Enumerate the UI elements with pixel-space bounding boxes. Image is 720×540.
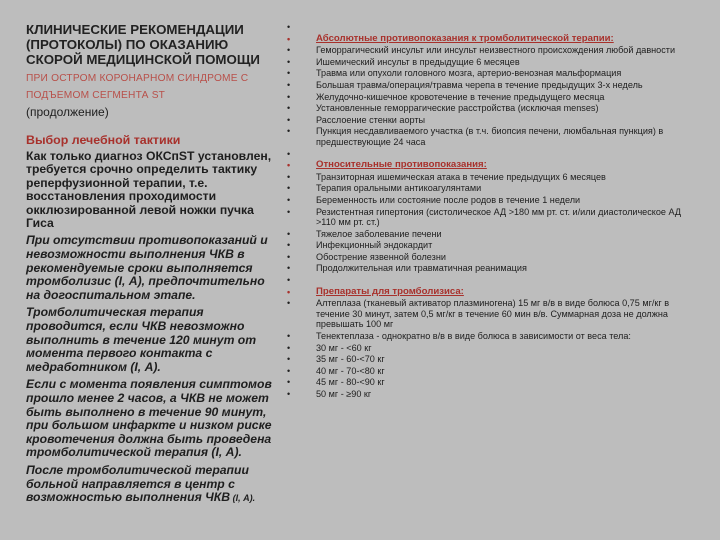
list-item [286,103,698,114]
list-item [286,45,698,56]
bullet-icon: • [287,194,291,205]
list-item [286,195,698,206]
item-text: Транзиторная ишемическая атака в течение предыдущих 6 месяцев [316,171,606,182]
item-text: 30 мг - <60 кг [316,342,372,353]
subtitle-line: ПРИ ОСТРОМ КОРОНАРНОМ СИНДРОМЕ С [26,73,249,84]
list-item [286,366,698,377]
bullet-icon: • [287,22,291,32]
bullet-icon: • [287,148,291,159]
item-text: Алтеплаза (тканевый активатор плазминогена) 15 мг в/в в виде болюса 0,75 мг/кг в течение 30 минут, затем 0,5 мг/кг в течение 60 мин в/в. Суммарная доза не должна превышать 100 мг [316,298,670,330]
bullet-icon: • [287,240,291,251]
item-text: Тенектеплаза - однократно в/в в виде болюса в зависимости от веса тела: [316,331,631,342]
list-item [286,207,698,228]
list-item [286,263,698,274]
item-text: Травма или опухоли головного мозга, артерио-венозная мальформация [316,68,622,79]
bullet-icon: • [287,33,291,44]
subtitle-line: ПОДЪЕМОМ СЕГМЕНТА ST [26,90,166,101]
bullet-icon: • [287,103,291,114]
document-subtitle [26,70,274,104]
thrombolysis-paragraph: Если с момента появления симптомов прошло менее 2 часов, а ЧКВ не может быть выполнено в течение 90 минут, при большом инфаркте и низком риске кровотечения должна быть проведена тромболитической терапия (I, А). [26,377,272,460]
bullet-icon: • [287,228,291,239]
evidence-level: (I, А). [230,493,256,504]
bullet-icon: • [287,79,291,90]
paragraph-text: После тромболитической терапии больной направляется в центр с возможностью выполнения ЧКВ [26,462,249,505]
bullet-icon: • [287,263,291,274]
bullet-icon: • [287,251,291,262]
list-item [286,377,698,388]
title-line: (ПРОТОКОЛЫ) ПО ОКАЗАНИЮ [26,37,229,52]
item-text: Пункция несдавливаемого участка (в т.ч. биопсия печени, люмбальная пункция) в предшествующие 24 часа [316,126,664,147]
section-heading [286,34,698,45]
blank-bullet [286,22,698,33]
item-text: Установленные геморрагические расстройства (исключая menses) [316,103,599,114]
title-line: КЛИНИЧЕСКИЕ РЕКОМЕНДАЦИИ [26,22,244,37]
bullet-icon: • [287,354,291,365]
list-item [286,298,698,330]
list-item [286,172,698,183]
item-text: Резистентная гипертония (систолическое АД >180 мм рт. ст. и/или диастолическое АД >110 мм рт. ст.) [316,206,682,228]
blank-bullet [286,275,698,286]
bullet-icon: • [287,342,291,353]
item-text: Инфекционный эндокардит [316,240,433,251]
contraindications-list [286,22,698,401]
bullet-icon: • [287,365,291,376]
item-text: 35 мг - 60-<70 кг [316,354,385,365]
tactics-paragraph: Как только диагноз ОКСпST установлен, требуется срочно определить тактику реперфузионной терапии, т.е. восстановления проходимости окклюзированной левой ножки пучка Гиса [26,149,272,231]
item-text: Препараты для тромболизиса: [316,285,464,297]
bullet-icon: • [287,389,291,399]
item-text: Большая травма/операция/травма черепа в течение предыдущих 3-х недель [316,79,643,90]
bullet-icon: • [287,331,291,342]
item-text: Обострение язвенной болезни [316,251,446,262]
bullet-icon: • [287,160,291,171]
item-text: Ишемический инсульт в предыдущие 6 месяцев [316,56,520,67]
thrombolysis-paragraph: При отсутствии противопоказаний и невозможности выполнения ЧКВ в рекомендуемые сроки выполняется тромболизис (I, А), предпочтительно на догоспитальном этапе. [26,233,268,302]
bullet-icon: • [287,206,291,217]
item-text: Относительные противопоказания: [316,159,487,171]
bullet-icon: • [287,45,291,56]
thrombolysis-paragraph [26,464,274,506]
bullet-icon: • [287,91,291,102]
list-item [286,343,698,354]
item-text: Терапия оральными антикоагулянтами [316,183,482,194]
bullet-icon: • [287,114,291,125]
bullet-icon: • [287,298,291,309]
continuation-label: (продолжение) [26,105,109,119]
list-item [286,252,698,263]
item-text: Расслоение стенки аорты [316,114,426,125]
bullet-icon: • [287,126,291,137]
list-item [286,115,698,126]
list-item [286,354,698,365]
bullet-icon: • [287,183,291,194]
left-column [26,22,274,506]
title-line: СКОРОЙ МЕДИЦИНСКОЙ ПОМОЩИ [26,52,260,67]
bullet-icon: • [287,68,291,79]
section-heading [286,287,698,298]
thrombolysis-paragraph: Тромболитическая терапия проводится, если ЧКВ невозможно выполнить в течение 120 минут от момента первого контакта с медработником (I, А). [26,305,257,374]
bullet-icon: • [287,377,291,388]
item-text: 45 мг - 80-<90 кг [316,377,385,388]
list-item [286,126,698,147]
list-item [286,229,698,240]
tactics-heading: Выбор лечебной тактики [26,133,181,147]
item-text: Абсолютные противопоказания к тромболитической терапии: [316,32,614,44]
document-title [26,22,274,67]
item-text: Тяжелое заболевание печени [316,228,442,239]
list-item [286,240,698,251]
section-heading [286,160,698,171]
item-text: Беременность или состояние после родов в течение 1 недели [316,194,581,205]
item-text: Продолжительная или травматичная реанимация [316,263,527,274]
list-item [286,389,698,400]
list-item [286,68,698,79]
item-text: 40 мг - 70-<80 кг [316,365,385,376]
bullet-icon: • [287,56,291,67]
list-item [286,331,698,342]
list-item [286,80,698,91]
blank-bullet [286,149,698,160]
item-text: 50 мг - ≥90 кг [316,389,372,399]
list-item [286,183,698,194]
item-text: Геморрагический инсульт или инсульт неизвестного происхождения любой давности [316,45,676,56]
list-item [286,92,698,103]
list-item [286,57,698,68]
bullet-icon: • [287,275,291,286]
item-text: Желудочно-кишечное кровотечение в течение предыдущего месяца [316,91,605,102]
bullet-icon: • [287,171,291,182]
bullet-icon: • [287,286,291,297]
